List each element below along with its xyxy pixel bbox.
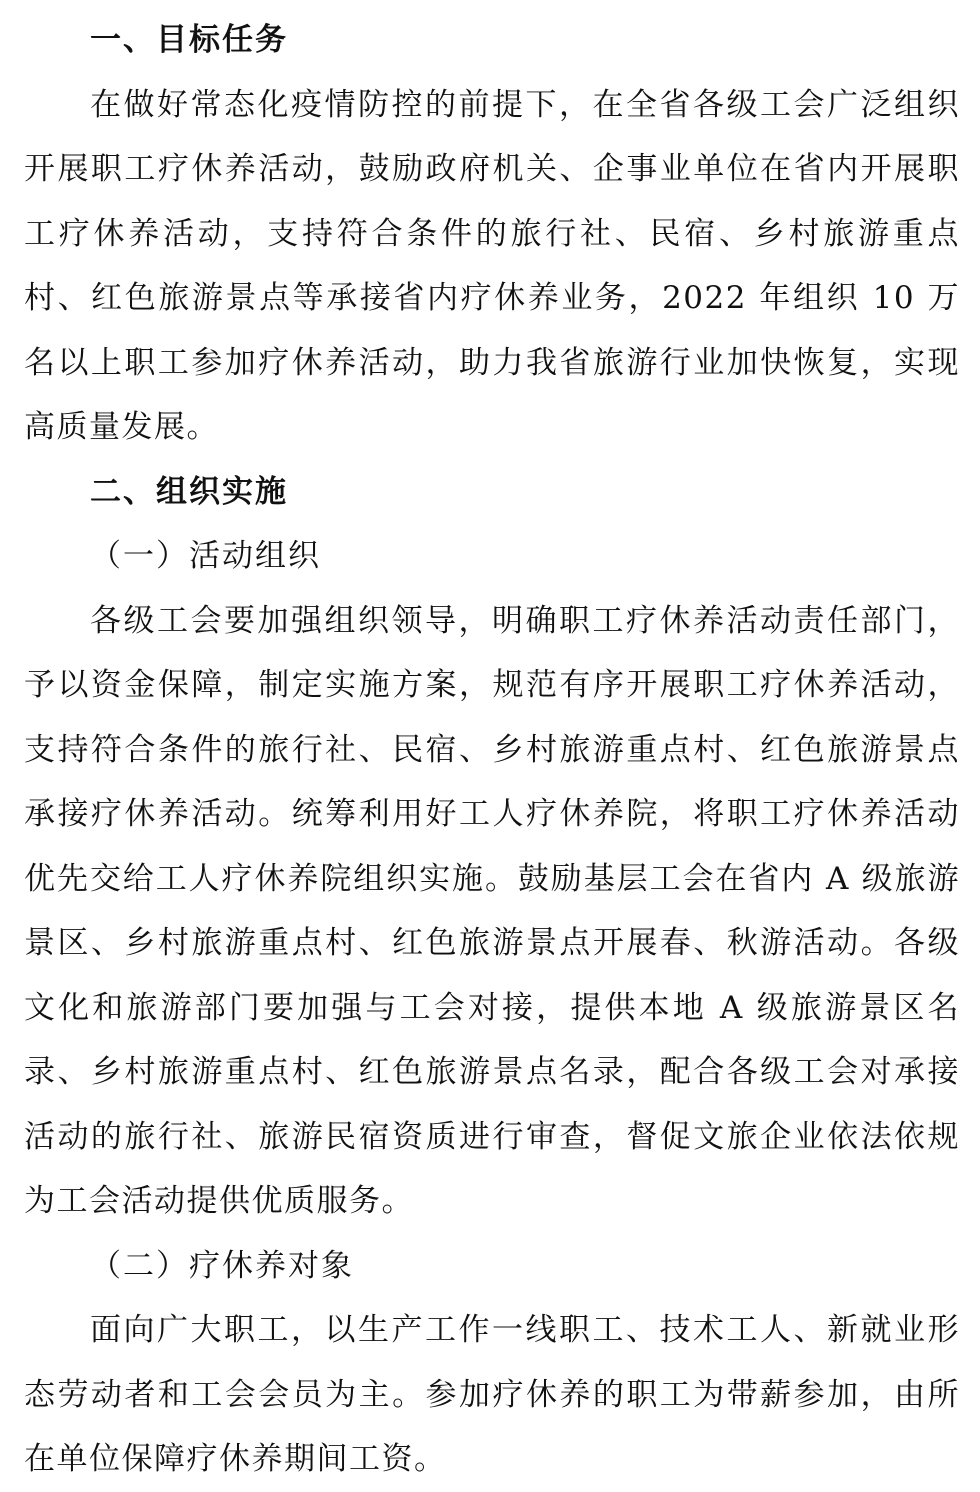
participants-paragraph: 面向广大职工，以生产工作一线职工、技术工人、新就业形态劳动者和工会会员为主。参加疗休养的职工为带薪参加，由所在单位保障疗休养期间工资。 [24,1312,960,1477]
section-heading-goals: 一、目标任务 [90,22,288,58]
document-page [24,8,960,1492]
section-heading-implementation: 二、组织实施 [90,473,288,510]
subsection-heading-activity-organization: （一）活动组织 [90,538,321,574]
goals-paragraph: 在做好常态化疫情防控的前提下，在全省各级工会广泛组织开展职工疗休养活动，鼓励政府机关、企事业单位在省内开展职工疗休养活动，支持符合条件的旅行社、民宿、乡村旅游重点村、红色旅游景点等承接省内疗休养业务，2022 年组织 10 万名以上职工参加疗休养活动，助力我省旅游行业加快恢复，实现高质量发展。 [24,86,960,445]
subsection-heading-participants: （二）疗休养对象 [90,1247,354,1284]
activity-organization-paragraph: 各级工会要加强组织领导，明确职工疗休养活动责任部门，予以资金保障，制定实施方案，规范有序开展职工疗休养活动，支持符合条件的旅行社、民宿、乡村旅游重点村、红色旅游景点承接疗休养活动。统筹利用好工人疗休养院，将职工疗休养活动优先交给工人疗休养院组织实施。鼓励基层工会在省内 A 级旅游景区、乡村旅游重点村、红色旅游景点开展春、秋游活动。各级文化和旅游部门要加强与工会对接，提供本地 A 级旅游景区名录、乡村旅游重点村、红色旅游景点名录，配合各级工会对承接活动的旅行社、旅游民宿资质进行审查，督促文旅企业依法依规为工会活动提供优质服务。 [24,602,960,1219]
